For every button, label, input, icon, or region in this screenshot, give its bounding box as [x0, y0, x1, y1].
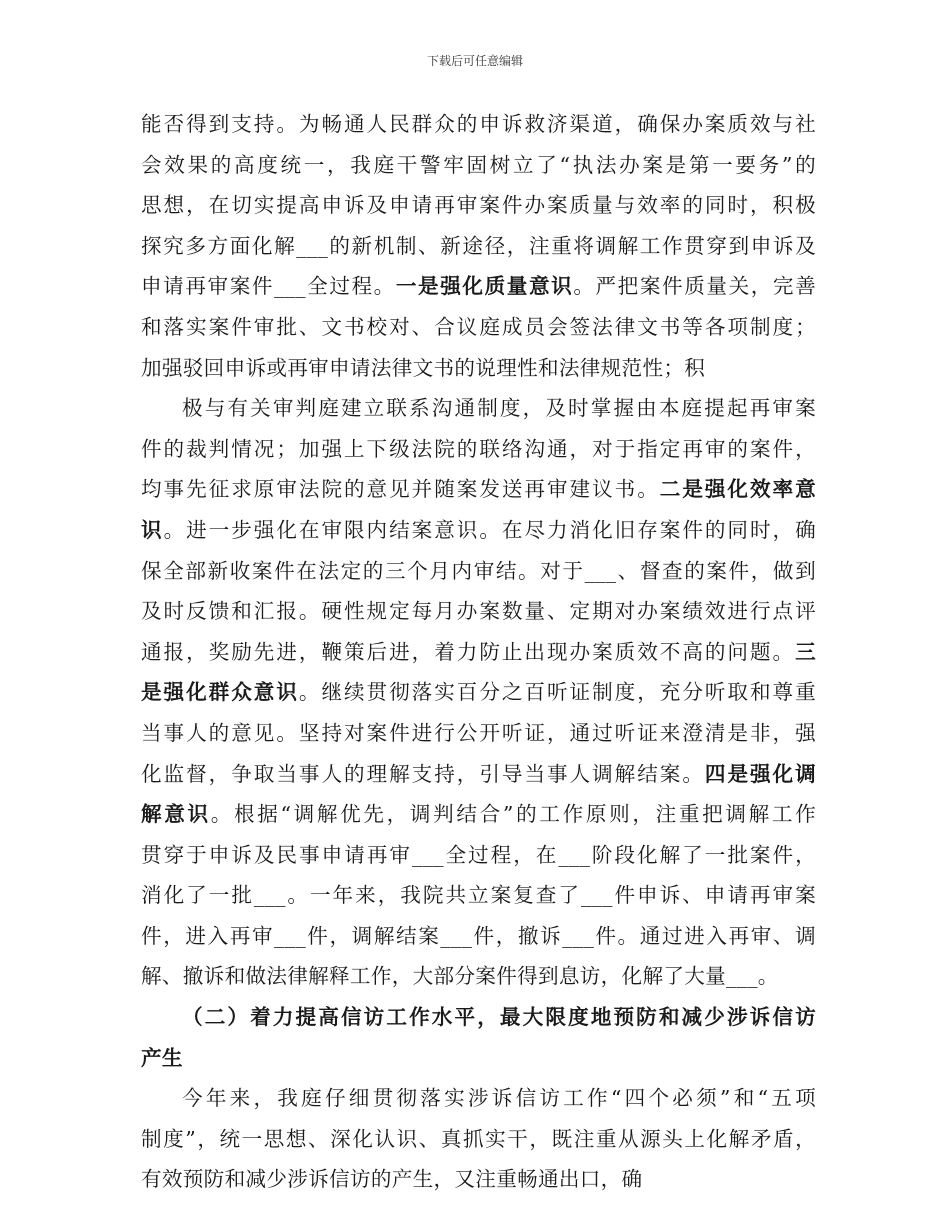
text-run: 加强驳回申诉或再审申请法律文书的说理性和法律规范性；积 — [141, 355, 706, 380]
text-run: 会效果的高度统一，我庭干警牢固树立了“执法办案是第一要务”的 — [141, 152, 816, 177]
text-line — [141, 429, 816, 470]
document-body — [141, 104, 816, 1200]
text-line — [141, 510, 816, 551]
bold-text-run: 一是强化质量意识 — [395, 274, 574, 299]
bold-text-run: 二是强化效率意 — [659, 477, 816, 502]
text-run: 件的裁判情况；加强上下级法院的联络沟通，对于指定再审的案件， — [141, 436, 816, 461]
text-line — [141, 145, 816, 186]
bold-text-run: 三 — [795, 639, 816, 664]
text-run: 消化了一批___。一年来，我院共立案复查了___件申诉、申请再审案 — [141, 883, 816, 908]
text-run: 有效预防和减少涉诉信访的产生，又注重畅通出口，确 — [141, 1167, 643, 1192]
text-run: 能否得到支持。为畅通人民群众的申诉救济渠道，确保办案质效与社 — [141, 112, 816, 136]
text-line — [141, 551, 816, 592]
section-heading-line — [141, 1038, 816, 1079]
text-line — [141, 672, 816, 713]
text-line — [141, 591, 816, 632]
text-run: 制度”，统一思想、深化认识、真抓实干，既注重从源头上化解矛盾， — [141, 1126, 816, 1151]
page-header-note: 下载后可任意编辑 — [426, 54, 523, 68]
bold-text-run: 是强化群众意识 — [141, 680, 299, 705]
text-run: 思想，在切实提高申诉及申请再审案件办案质量与效率的同时，积极 — [141, 193, 816, 218]
text-run: 贯穿于申诉及民事申请再审___全过程，在___阶段化解了一批案件， — [141, 842, 816, 867]
text-line — [141, 1159, 816, 1200]
text-run: 当事人的意见。坚持对案件进行公开听证，通过听证来澄清是非，强 — [141, 720, 816, 745]
text-run: 及时反馈和汇报。硬性规定每月办案数量、定期对办案绩效进行点评 — [141, 599, 816, 624]
text-run: 。进一步强化在审限内结案意识。在尽力消化旧存案件的同时，确 — [163, 517, 816, 542]
section-heading-line — [141, 997, 816, 1038]
text-line — [141, 956, 816, 997]
text-run: 解、撤诉和做法律解释工作，大部分案件得到息访，化解了大量___。 — [141, 964, 779, 989]
text-run: 化监督，争取当事人的理解支持，引导当事人调解结案。 — [141, 761, 705, 786]
text-line — [141, 104, 816, 145]
text-line — [141, 632, 816, 673]
text-run: 通报，奖励先进，鞭策后进，着力防止出现办案质效不高的问题。 — [141, 639, 796, 664]
text-run: 。严把案件质量关，完善 — [573, 274, 816, 299]
text-line — [141, 226, 816, 267]
text-run: 均事先征求原审法院的意见并随案发送再审建议书。 — [141, 477, 660, 502]
text-line — [141, 835, 816, 876]
text-line — [141, 185, 816, 226]
text-line — [141, 1119, 816, 1160]
text-run: 。继续贯彻落实百分之百听证制度，充分听取和尊重 — [298, 680, 816, 705]
bold-text-run: 四是强化调 — [704, 761, 817, 786]
bold-text-run: 识 — [141, 517, 164, 542]
text-run: 申请再审案件___全过程。 — [141, 274, 396, 299]
section-heading-text: （二）着力提高信访工作水平，最大限度地预防和减少涉诉信访 — [182, 1005, 816, 1030]
text-run: 探究多方面化解___的新机制、新途径，注重将调解工作贯穿到申诉及 — [141, 233, 816, 258]
text-line — [141, 307, 816, 348]
text-run: 保全部新收案件在法定的三个月内审结。对于___、督查的案件，做到 — [141, 558, 816, 583]
text-line — [141, 266, 816, 307]
text-run: 。根据“调解优先，调判结合”的工作原则，注重把调解工作 — [210, 802, 816, 827]
text-line — [141, 1078, 816, 1119]
text-line — [141, 713, 816, 754]
text-line — [141, 875, 816, 916]
text-line — [141, 388, 816, 429]
section-heading-text: 产生 — [141, 1045, 183, 1070]
text-run: 和落实案件审批、文书校对、合议庭成员会签法律文书等各项制度； — [141, 314, 816, 339]
text-line — [141, 469, 816, 510]
text-run: 今年来，我庭仔细贯彻落实涉诉信访工作“四个必须”和“五项 — [182, 1086, 816, 1111]
text-line — [141, 348, 816, 389]
text-line — [141, 794, 816, 835]
bold-text-run: 解意识 — [141, 802, 211, 827]
text-run: 极与有关审判庭建立联系沟通制度，及时掌握由本庭提起再审案 — [182, 396, 816, 421]
text-line — [141, 754, 816, 795]
text-run: 件，进入再审___件，调解结案___件，撤诉___件。通过进入再审、调 — [141, 923, 816, 948]
text-line — [141, 916, 816, 957]
